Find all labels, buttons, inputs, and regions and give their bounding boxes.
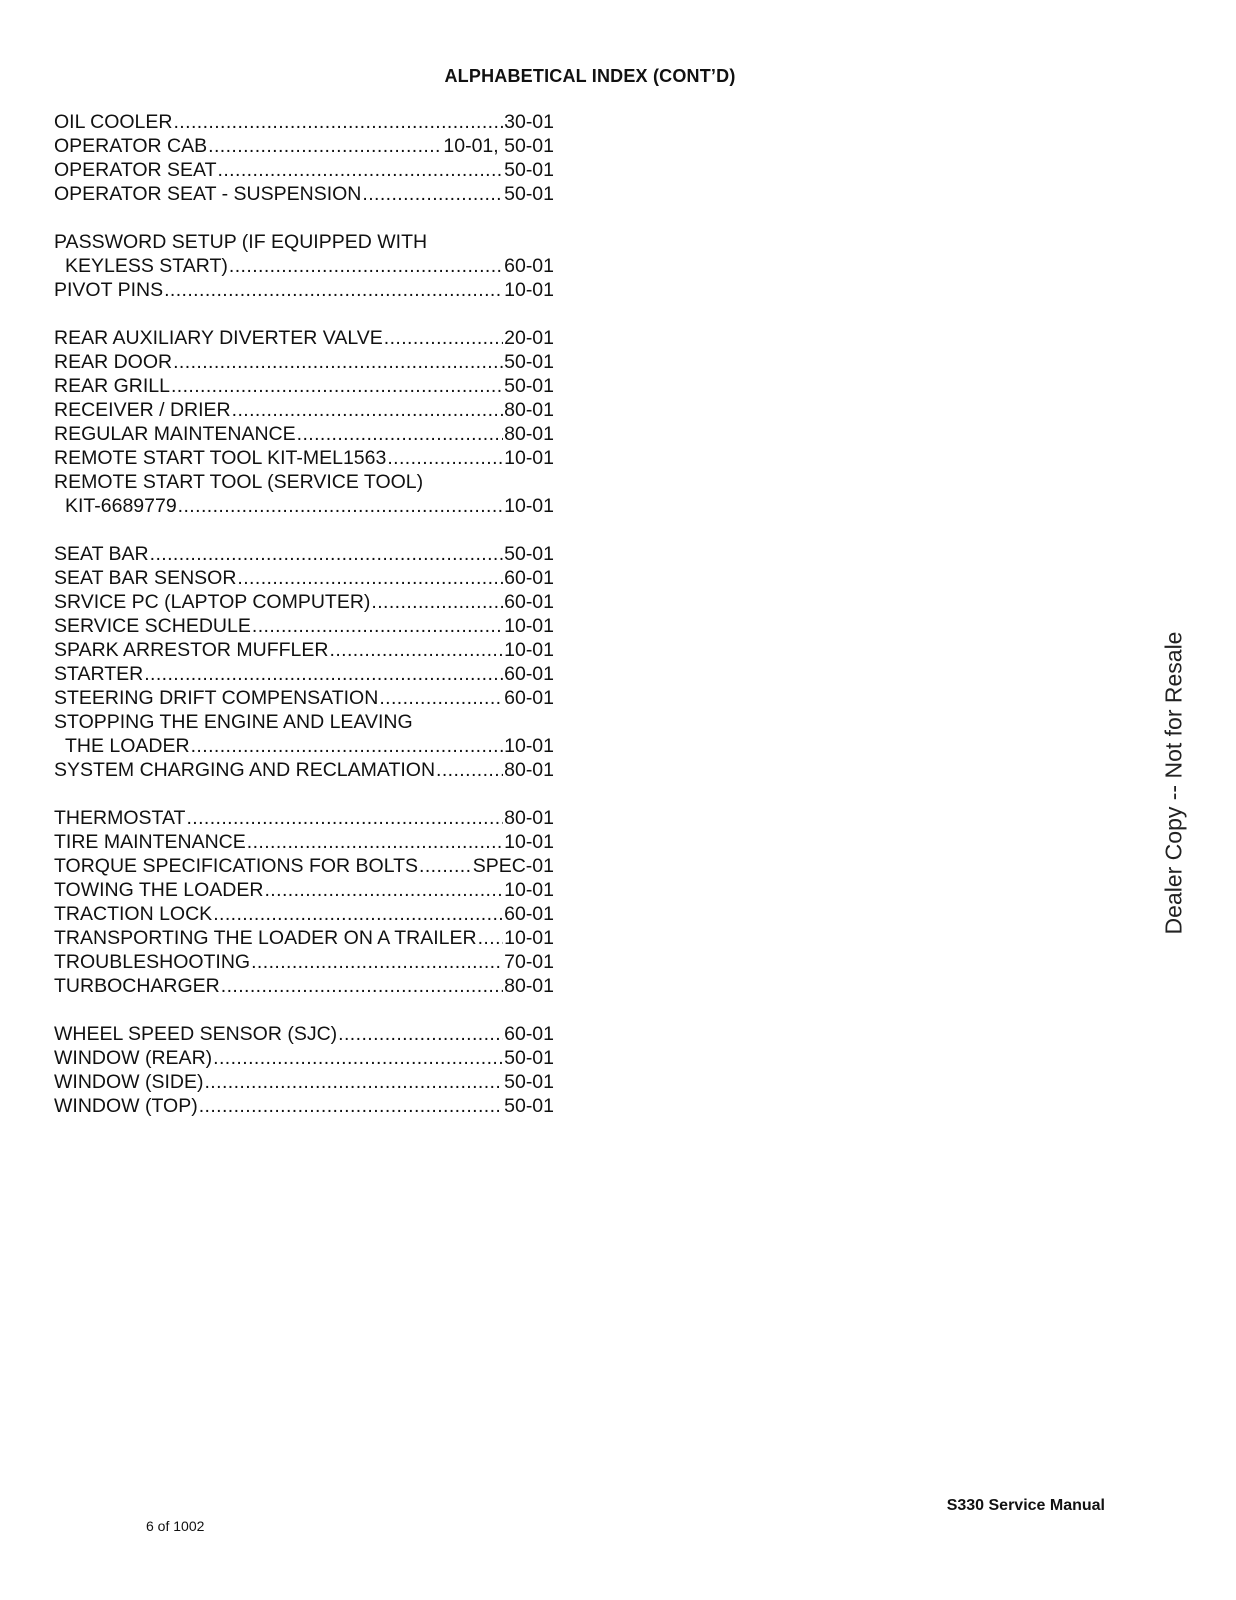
index-entry-label: OPERATOR SEAT: [54, 159, 217, 181]
index-row: [54, 686, 554, 710]
index-entry: [54, 566, 554, 590]
index-entry-page: 10-01: [504, 639, 554, 661]
index-entry-page: 50-01: [504, 1047, 554, 1069]
dot-leader: [384, 326, 503, 350]
index-entry-page: 10-01: [504, 831, 554, 853]
index-row: [54, 374, 554, 398]
index-entry-label: SPARK ARRESTOR MUFFLER: [54, 639, 329, 661]
dot-leader: [478, 926, 504, 950]
index-row: [54, 470, 554, 494]
index-row: [54, 662, 554, 686]
dot-leader: [232, 398, 504, 422]
index-entry-page: 60-01: [504, 591, 554, 613]
index-entry-label: THE LOADER: [65, 735, 190, 757]
dot-leader: [191, 734, 504, 758]
index-entry-label: SYSTEM CHARGING AND RECLAMATION: [54, 759, 436, 781]
index-entry-page: 10-01: [504, 927, 554, 949]
index-entry-label: SEAT BAR SENSOR: [54, 567, 237, 589]
index-entry: [54, 1070, 554, 1094]
dot-leader: [213, 1046, 503, 1070]
index-row: [54, 278, 554, 302]
index-entry-label: KEYLESS START): [65, 255, 228, 277]
index-row: [54, 1022, 554, 1046]
dot-leader: [330, 638, 504, 662]
index-entry-label: STOPPING THE ENGINE AND LEAVING: [54, 711, 413, 733]
index-entry-page: 80-01: [504, 807, 554, 829]
dot-leader: [221, 974, 503, 998]
dot-leader: [338, 1022, 503, 1046]
index-entry-label: REAR GRILL: [54, 375, 170, 397]
index-entry-label: PIVOT PINS: [54, 279, 164, 301]
index-entry-label: TROUBLESHOOTING: [54, 951, 251, 973]
index-row: [54, 422, 554, 446]
index-group: [54, 1022, 554, 1118]
index-entry-label: REMOTE START TOOL (SERVICE TOOL): [54, 471, 424, 493]
index-row: [54, 566, 554, 590]
dot-leader: [213, 902, 503, 926]
index-row: [54, 734, 554, 758]
index-group: [54, 806, 554, 998]
index-entry: [54, 470, 554, 518]
dot-leader: [144, 662, 503, 686]
index-entry-label: OPERATOR CAB: [54, 135, 208, 157]
index-entry-page: 60-01: [504, 1023, 554, 1045]
index-entry-label: WHEEL SPEED SENSOR (SJC): [54, 1023, 338, 1045]
index-entry-page: 50-01: [504, 543, 554, 565]
dot-leader: [362, 182, 503, 206]
index-row: [54, 902, 554, 926]
index-entry: [54, 854, 554, 878]
index-entry-label: WINDOW (TOP): [54, 1095, 198, 1117]
index-entry-label: REMOTE START TOOL KIT-MEL1563: [54, 447, 387, 469]
index-entry: [54, 278, 554, 302]
watermark: Dealer Copy -- Not for Resale: [1160, 631, 1187, 935]
dot-leader: [436, 758, 503, 782]
index-entry: [54, 974, 554, 998]
page-title: ALPHABETICAL INDEX (CONT’D): [444, 66, 736, 86]
index-row: [54, 974, 554, 998]
index-group: [54, 326, 554, 518]
index-group: [54, 110, 554, 206]
index-entry-page: 50-01: [504, 1095, 554, 1117]
index-entry-label: SRVICE PC (LAPTOP COMPUTER): [54, 591, 371, 613]
index-entry: [54, 182, 554, 206]
index-entry-label: REAR DOOR: [54, 351, 173, 373]
dot-leader: [252, 614, 503, 638]
index-row: [54, 446, 554, 470]
index-entry: [54, 830, 554, 854]
index-entry-label: WINDOW (SIDE): [54, 1071, 204, 1093]
index-entry-label: TRACTION LOCK: [54, 903, 213, 925]
index-entry-label: SERVICE SCHEDULE: [54, 615, 251, 637]
index-row: [54, 542, 554, 566]
index-entry: [54, 1094, 554, 1118]
index-entry-page: 50-01: [504, 375, 554, 397]
index-entry: [54, 398, 554, 422]
index-entry-page: 10-01: [504, 615, 554, 637]
index-entry: [54, 710, 554, 758]
index-entry-label: TURBOCHARGER: [54, 975, 220, 997]
index-entry-page: 10-01: [504, 447, 554, 469]
alphabetical-index: [54, 110, 554, 1142]
index-entry: [54, 590, 554, 614]
index-entry-page: 60-01: [504, 687, 554, 709]
dot-leader: [218, 158, 504, 182]
index-entry-page: 60-01: [504, 903, 554, 925]
dot-leader: [387, 446, 503, 470]
index-entry-label: TIRE MAINTENANCE: [54, 831, 246, 853]
index-entry-label: RECEIVER / DRIER: [54, 399, 231, 421]
index-entry-page: 70-01: [504, 951, 554, 973]
dot-leader: [173, 350, 503, 374]
index-entry: [54, 950, 554, 974]
index-entry: [54, 230, 554, 278]
page-count: 6 of 1002: [146, 1518, 205, 1534]
index-row: [54, 158, 554, 182]
index-entry-label: OPERATOR SEAT - SUSPENSION: [54, 183, 362, 205]
index-row: [54, 926, 554, 950]
index-entry-page: 60-01: [504, 255, 554, 277]
index-entry-page: 10-01, 50-01: [443, 135, 554, 157]
index-row: [54, 950, 554, 974]
index-row: [54, 182, 554, 206]
index-entry: [54, 326, 554, 350]
index-row: [54, 326, 554, 350]
dot-leader: [164, 278, 503, 302]
index-row: [54, 830, 554, 854]
index-entry-label: THERMOSTAT: [54, 807, 186, 829]
index-entry-label: TRANSPORTING THE LOADER ON A TRAILER: [54, 927, 477, 949]
dot-leader: [171, 374, 503, 398]
index-row: [54, 110, 554, 134]
index-entry: [54, 158, 554, 182]
index-entry-page: 50-01: [504, 351, 554, 373]
index-entry-label: REGULAR MAINTENANCE: [54, 423, 296, 445]
index-entry-label: PASSWORD SETUP (IF EQUIPPED WITH: [54, 231, 428, 253]
index-entry-page: SPEC-01: [472, 855, 554, 877]
manual-title: S330 Service Manual: [946, 1497, 1105, 1514]
dot-leader: [247, 830, 503, 854]
index-entry: [54, 134, 554, 158]
index-entry-label: OIL COOLER: [54, 111, 173, 133]
index-row: [54, 710, 554, 734]
index-entry: [54, 542, 554, 566]
dot-leader: [229, 254, 503, 278]
index-entry-page: 10-01: [504, 735, 554, 757]
dot-leader: [264, 878, 503, 902]
index-entry-page: 80-01: [504, 399, 554, 421]
dot-leader: [237, 566, 503, 590]
index-entry-label: WINDOW (REAR): [54, 1047, 213, 1069]
index-entry-page: 60-01: [504, 567, 554, 589]
index-entry-page: 80-01: [504, 423, 554, 445]
index-row: [54, 1094, 554, 1118]
index-entry: [54, 662, 554, 686]
index-entry: [54, 374, 554, 398]
index-row: [54, 638, 554, 662]
index-entry-page: 30-01: [504, 111, 554, 133]
index-entry: [54, 638, 554, 662]
dot-leader: [186, 806, 503, 830]
index-entry-page: 10-01: [504, 879, 554, 901]
index-row: [54, 230, 554, 254]
dot-leader: [208, 134, 442, 158]
index-entry-label: KIT-6689779: [65, 495, 177, 517]
index-row: [54, 398, 554, 422]
index-row: [54, 614, 554, 638]
index-group: [54, 230, 554, 302]
index-entry-label: STEERING DRIFT COMPENSATION: [54, 687, 379, 709]
dot-leader: [251, 950, 503, 974]
index-row: [54, 758, 554, 782]
dot-leader: [379, 686, 503, 710]
index-row: [54, 494, 554, 518]
index-row: [54, 134, 554, 158]
index-row: [54, 254, 554, 278]
index-row: [54, 878, 554, 902]
dot-leader: [178, 494, 503, 518]
index-row: [54, 350, 554, 374]
index-entry-label: SEAT BAR: [54, 543, 149, 565]
index-row: [54, 806, 554, 830]
index-row: [54, 854, 554, 878]
index-entry: [54, 350, 554, 374]
index-entry-page: 50-01: [504, 183, 554, 205]
index-entry: [54, 806, 554, 830]
index-row: [54, 1046, 554, 1070]
index-entry: [54, 614, 554, 638]
index-entry-label: STARTER: [54, 663, 144, 685]
index-entry: [54, 926, 554, 950]
index-entry-label: TOWING THE LOADER: [54, 879, 264, 901]
dot-leader: [150, 542, 503, 566]
index-row: [54, 590, 554, 614]
dot-leader: [297, 422, 504, 446]
index-entry-page: 50-01: [504, 159, 554, 181]
index-entry: [54, 1046, 554, 1070]
index-entry-label: REAR AUXILIARY DIVERTER VALVE: [54, 327, 383, 349]
index-entry: [54, 110, 554, 134]
dot-leader: [173, 110, 503, 134]
index-group: [54, 542, 554, 782]
index-entry-page: 80-01: [504, 759, 554, 781]
index-row: [54, 1070, 554, 1094]
dot-leader: [199, 1094, 503, 1118]
dot-leader: [419, 854, 472, 878]
index-entry-page: 10-01: [504, 495, 554, 517]
index-entry: [54, 422, 554, 446]
index-entry: [54, 686, 554, 710]
index-entry: [54, 446, 554, 470]
dot-leader: [204, 1070, 503, 1094]
index-entry-page: 10-01: [504, 279, 554, 301]
index-entry: [54, 878, 554, 902]
index-entry-label: TORQUE SPECIFICATIONS FOR BOLTS: [54, 855, 419, 877]
index-entry: [54, 902, 554, 926]
index-entry-page: 50-01: [504, 1071, 554, 1093]
index-entry: [54, 1022, 554, 1046]
index-entry-page: 80-01: [504, 975, 554, 997]
dot-leader: [371, 590, 503, 614]
index-entry-page: 60-01: [504, 663, 554, 685]
index-entry-page: 20-01: [504, 327, 554, 349]
index-entry: [54, 758, 554, 782]
